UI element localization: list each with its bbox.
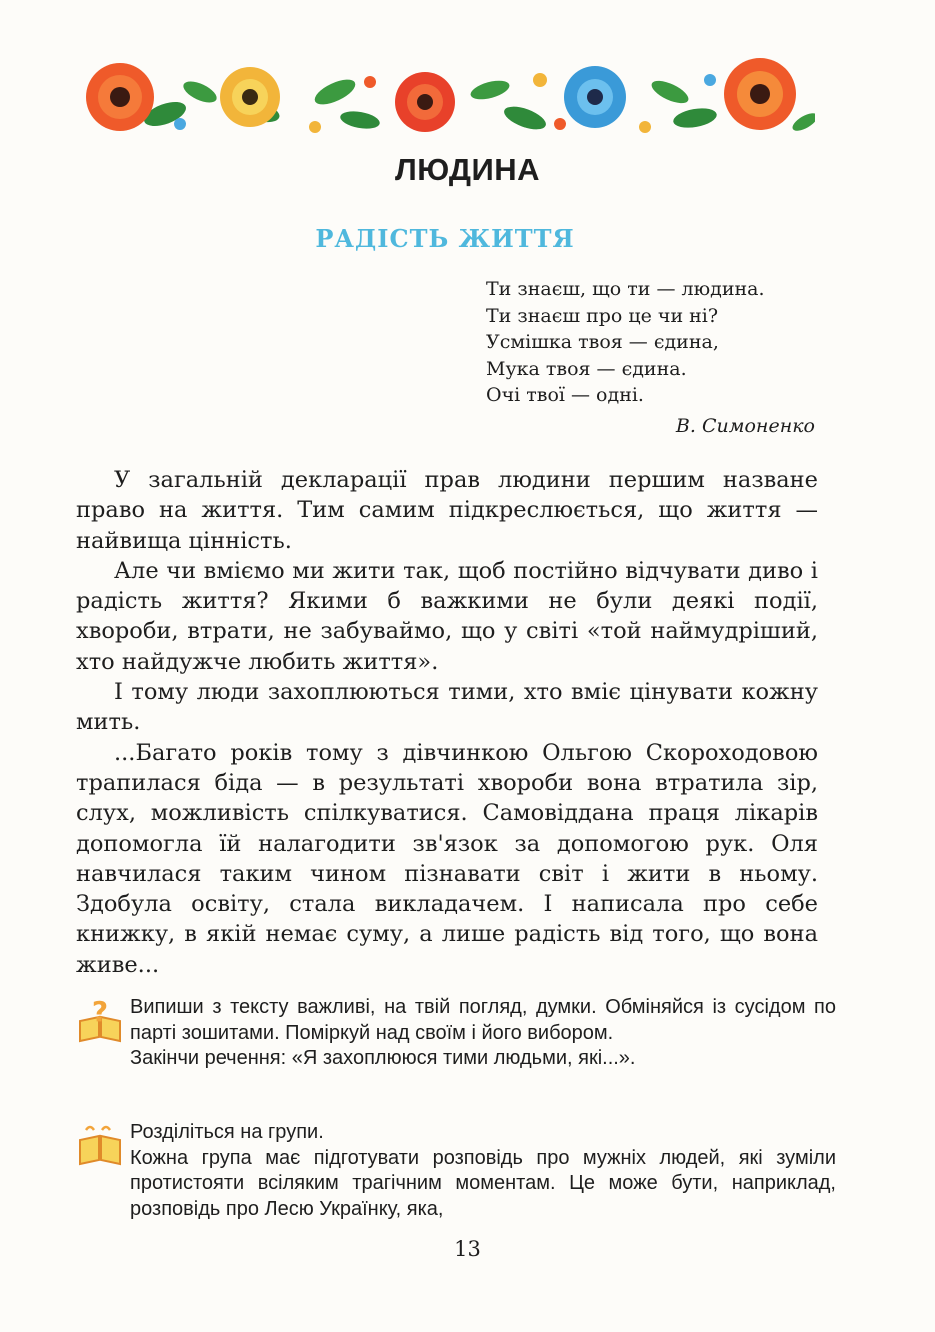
question-book-icon <box>76 995 124 1045</box>
task-write-thoughts <box>76 995 836 1072</box>
ornament-flower-4 <box>564 66 626 128</box>
paragraph: Але чи вміємо ми жити так, щоб постійно відчувати диво і радість життя? Якими б важкими не були деякі події, хвороби, втрати, не забуваймо, що у світі «той наймудріший, хто найдужче любить життя». <box>76 557 818 675</box>
paragraph: І тому люди захоплюються тими, хто вміє цінувати кожну мить. <box>76 679 818 736</box>
task-text: Розділіться на групи. <box>130 1121 324 1143</box>
paragraph: ...Багато років тому з дівчинкою Ольгою Скороходовою трапилася біда — в результаті хвороби вона втратила зір, слух, можливість спілкуватися. Самовіддана праця лікарів допомогла їй налагодити зв'язок за допомогою рук. Оля навчилася таким чином пізнавати світ і жити в ньому. Здобула освіту, стала викладачем. І написала про себе книжку, в якій немає суму, а лише радість від того, що вона живе... <box>76 739 818 978</box>
paragraph: У загальній декларації прав людини першим назване право на життя. Тим самим підкреслюється, що життя — найвища цінність. <box>76 467 818 554</box>
epigraph-author: В. Симоненко <box>675 415 815 437</box>
epigraph-line: Ти знаєш, що ти — людина. <box>486 278 765 300</box>
page-number: 13 <box>454 1237 481 1261</box>
ornament-flower-1 <box>86 63 154 131</box>
svg-text:?: ? <box>91 995 109 1028</box>
task-text: Закінчи речення: «Я захоплююся тими людьми, які...». <box>130 1047 636 1069</box>
section-title: РАДІСТЬ ЖИТТЯ <box>315 224 575 253</box>
task-text: Кожна група має підготувати розповідь про мужніх людей, які зуміли протистояти всіляким трагічним моментам. Це може бути, наприклад, розповідь про Лесю Українку, яка, <box>130 1146 836 1220</box>
chapter-title: ЛЮДИНА <box>394 152 541 187</box>
task-text: Випиши з тексту важливі, на твій погляд, думки. Обміняйся із сусідом по парті зошитами. Поміркуй над своїм і його вибором. <box>130 996 836 1044</box>
floral-ornament <box>70 52 815 147</box>
epigraph-line: Ти знаєш про це чи ні? <box>486 304 719 327</box>
open-book-icon <box>76 1120 124 1170</box>
ornament-flower-2 <box>220 67 280 127</box>
epigraph-line: Усмішка твоя — єдина, <box>486 331 719 353</box>
epigraph <box>486 276 826 409</box>
task-group-story <box>76 1120 836 1222</box>
epigraph-line: Очі твої — одні. <box>486 384 644 406</box>
ornament-flower-3 <box>395 72 455 132</box>
epigraph-line: Мука твоя — єдина. <box>486 357 687 380</box>
ornament-flower-5 <box>724 58 796 130</box>
main-text <box>76 465 818 980</box>
